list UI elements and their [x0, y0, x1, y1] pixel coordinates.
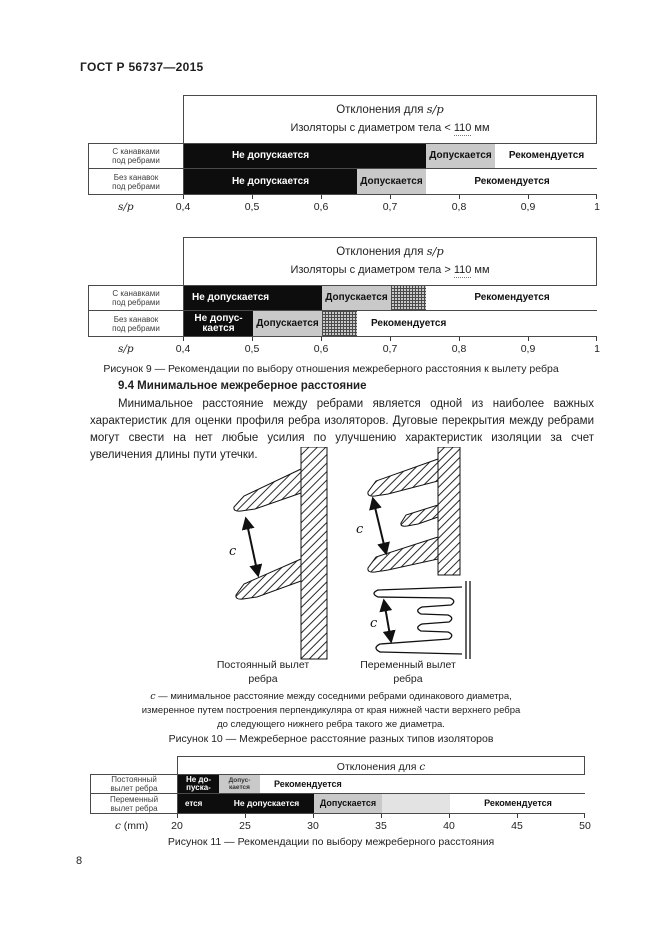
band-row-grooved [89, 286, 596, 311]
chart-title-text: Отклонения для [336, 246, 427, 258]
figure10-left-label-line: Постоянный вылет [216, 659, 310, 671]
cell-label: Рекомендуется [484, 798, 552, 808]
cell-recommended [495, 144, 598, 168]
chart-title-text: Отклонения для [336, 761, 420, 773]
chart-subtitle [184, 264, 596, 276]
row-label-line: Без канавок [113, 172, 159, 182]
tickmark [183, 337, 184, 341]
axis-tick-label: 40 [443, 820, 455, 832]
cell-not-allowed [178, 794, 219, 813]
cell-label: Допускается [319, 798, 377, 808]
figure11-caption: Рисунок 11 — Рекомендации по выбору межреберного расстояния [167, 836, 495, 848]
dimension-label-c: c [229, 544, 237, 559]
chart-subtitle [184, 122, 596, 134]
chart-header [183, 237, 597, 286]
page-number: 8 [76, 855, 83, 867]
tickmark [245, 814, 246, 818]
chart-rows [88, 285, 597, 337]
figure10-right-label-line: ребра [393, 673, 423, 685]
row-label-line: вылет ребра [110, 803, 158, 813]
row-label [91, 794, 178, 813]
axis-label-variable: c [115, 820, 121, 832]
row-label-line: под ребрами [112, 323, 160, 333]
axis-tick-label: 0,8 [451, 201, 467, 213]
row-label [91, 775, 178, 793]
axis-tick-label: 0,8 [451, 343, 467, 355]
figure10-left-label-line: ребра [248, 673, 278, 685]
figure10-caption: Рисунок 10 — Межреберное расстояние разных типов изоляторов [168, 733, 494, 745]
band-row-ungrooved [89, 311, 596, 336]
variable-shed-drawing-hatched [356, 447, 460, 575]
axis-tick-label: 25 [239, 820, 251, 832]
row-label-line: вылет ребра [110, 784, 158, 793]
figure9-chart-small-diameter [88, 95, 600, 214]
tickmark [596, 195, 597, 199]
variable-shed-drawing-outline [370, 581, 470, 659]
cell-label: Рекомендуется [371, 317, 447, 329]
cell-label: Не допускается [231, 150, 310, 161]
note-variable: c [150, 691, 156, 702]
cell-label: Рекомендуется [474, 292, 550, 303]
chart-rows [90, 774, 585, 814]
note-text: — минимальное расстояние между соседними ребрами одинакового диаметра, [155, 691, 512, 702]
cell-transition-hatch [322, 311, 357, 336]
axis-tick-label: 0,9 [520, 201, 536, 213]
figure10-note [0, 690, 662, 732]
axis-label [115, 820, 148, 832]
axis-tick-label: 0,7 [382, 201, 398, 213]
standard-reference: ГОСТ Р 56737—2015 [80, 60, 204, 74]
cell-not-allowed [184, 286, 322, 310]
tickmark [596, 337, 597, 341]
tickmark [313, 814, 314, 818]
axis-tick-label: 0,6 [313, 201, 329, 213]
row-label [89, 144, 184, 168]
axis-label: s/p [118, 201, 134, 213]
chart-title [184, 244, 596, 258]
tickmark [390, 195, 391, 199]
chart-subtitle-number: 110 [453, 264, 472, 276]
chart-subtitle-unit: мм [471, 264, 490, 276]
chart-rows [88, 143, 597, 195]
row-label-line: под ребрами [112, 156, 160, 165]
cell-transition-hatch [391, 286, 426, 310]
x-axis [115, 819, 591, 833]
tickmark [177, 814, 178, 818]
tickmark [584, 814, 585, 818]
cell-allowed [357, 169, 426, 194]
cell-not-allowed [178, 775, 219, 793]
cell-recommended [426, 286, 598, 310]
note-line: до следующего нижнего ребра такого же диаметра. [217, 719, 445, 730]
section-heading: 9.4 Минимальное межреберное расстояние [118, 380, 367, 392]
cell-label: Рекомендуется [274, 778, 342, 789]
axis-tick-label: 20 [171, 820, 183, 832]
cell-not-allowed [184, 169, 357, 194]
chart-header [177, 756, 585, 775]
x-axis [118, 200, 600, 214]
cell-not-allowed [219, 794, 314, 813]
cell-label [229, 777, 251, 791]
cell-label-line: Не допус- [194, 312, 243, 324]
tickmark [252, 337, 253, 341]
row-label [89, 311, 184, 336]
band-row-variable-shed [91, 794, 584, 813]
dimension-arrow [373, 499, 386, 553]
cell-allowed [253, 311, 322, 336]
axis-tick-label: 1 [594, 343, 600, 355]
axis-tick-label: 30 [307, 820, 319, 832]
row-label-line: С канавками [112, 147, 160, 156]
row-label-line: под ребрами [112, 181, 160, 191]
tickmark [390, 337, 391, 341]
figure9-chart-large-diameter [88, 237, 600, 356]
figure9-caption: Рисунок 9 — Рекомендации по выбору отношения межреберного расстояния к вылету ребра [103, 363, 559, 375]
x-axis [118, 342, 600, 356]
axis-tick-label: 0,5 [244, 201, 260, 213]
tickmark [528, 195, 529, 199]
figure10-right-label [333, 658, 483, 686]
dimension-label-c: c [356, 522, 364, 537]
band-row-grooved [89, 144, 596, 169]
note-line [0, 690, 662, 704]
cell-recommended [260, 775, 586, 793]
chart-subtitle-number: 110 [453, 122, 472, 134]
cell-not-allowed [184, 144, 426, 168]
axis-tick-label: 50 [579, 820, 591, 832]
axis-label: s/p [118, 343, 134, 355]
band-cells [184, 311, 596, 336]
chart-title [337, 761, 425, 773]
chart-subtitle-unit: мм [471, 122, 490, 134]
cell-label [194, 314, 242, 334]
chart-title-text: Отклонения для [336, 104, 427, 116]
cell-recommended [450, 794, 586, 813]
axis-tick-label: 45 [511, 820, 523, 832]
note-line: измеренное путем построения перпендикуляра от края нижней части верхнего ребра [141, 705, 521, 716]
cell-allowed [322, 286, 391, 310]
band-cells [178, 775, 584, 793]
row-label-line: Без канавок [113, 314, 159, 324]
cell-label: Рекомендуется [474, 175, 550, 187]
chart-subtitle-text: Изоляторы с диаметром тела < [290, 122, 454, 134]
cell-label: Не допускается [233, 798, 300, 808]
cell-recommended [426, 169, 598, 194]
figure11-chart-spacing [90, 756, 591, 833]
chart-title-variable: c [419, 761, 426, 773]
band-row-constant-shed [91, 775, 584, 794]
cell-allowed [426, 144, 495, 168]
tickmark [449, 814, 450, 818]
dimension-arrow [384, 601, 391, 641]
row-label-line: С канавками [112, 289, 160, 298]
constant-shed-drawing [229, 447, 327, 659]
band-cells [184, 169, 596, 194]
axis-tick-label: 0,4 [175, 343, 191, 355]
axis-tick-label: 0,9 [520, 343, 536, 355]
dimension-arrow [246, 519, 258, 575]
axis-tick-label: 35 [375, 820, 387, 832]
dimension-label-c: c [370, 616, 378, 631]
cell-label: Не допускается [192, 292, 270, 303]
cell-label: Допускается [256, 317, 319, 329]
figure10-left-label [188, 658, 338, 686]
row-label-line: Переменный [109, 794, 159, 804]
cell-label-line: Допус- [228, 777, 251, 784]
row-label [89, 286, 184, 310]
cell-not-allowed [184, 311, 253, 336]
tickmark [528, 337, 529, 341]
tickmark [459, 195, 460, 199]
tickmark [252, 195, 253, 199]
cell-label: Допускается [325, 292, 388, 303]
cell-allowed [314, 794, 382, 813]
cell-allowed-light [382, 794, 450, 813]
tickmark [183, 195, 184, 199]
row-label-line: под ребрами [112, 298, 160, 307]
tickmark [517, 814, 518, 818]
cell-label [186, 776, 211, 792]
body-paragraph: Минимальное расстояние между ребрами является одной из наиболее важных характеристик для оценки профиля ребра изоляторов. Дуговые перекрытия между ребрами могут свести на нет любые усилия по улучшению характеристик изоляции за счет увеличения длины пути утечки. [90, 398, 594, 461]
axis-tick-label: 1 [594, 201, 600, 213]
band-cells [184, 144, 596, 168]
cell-label-line: Не до- [185, 775, 212, 784]
chart-title-variable: s/p [426, 244, 444, 258]
cell-label: ется [185, 799, 203, 808]
tickmark [381, 814, 382, 818]
cell-label-line: пуска- [186, 783, 211, 792]
cell-allowed [219, 775, 260, 793]
axis-tick-label: 0,4 [175, 201, 191, 213]
cell-label: Не допускается [231, 175, 310, 187]
chart-header [183, 95, 597, 144]
cell-label: Допускается [429, 150, 492, 161]
cell-label-line: кается [202, 322, 235, 334]
row-label [89, 169, 184, 194]
figure10-drawings [198, 447, 478, 662]
axis-label-unit: (mm) [120, 820, 149, 832]
chart-title-variable: s/p [426, 102, 444, 116]
chart-title [184, 102, 596, 116]
axis-tick-label: 0,5 [244, 343, 260, 355]
cell-label: Рекомендуется [508, 150, 585, 161]
row-label-line: Постоянный [111, 775, 157, 784]
chart-subtitle-text: Изоляторы с диаметром тела > [290, 264, 454, 276]
tickmark [459, 337, 460, 341]
band-row-ungrooved [89, 169, 596, 194]
axis-tick-label: 0,7 [382, 343, 398, 355]
tickmark [321, 337, 322, 341]
figure10-right-label-line: Переменный вылет [360, 659, 456, 671]
tickmark [321, 195, 322, 199]
cell-recommended [357, 311, 598, 336]
cell-label: Допускается [360, 175, 423, 187]
band-cells [178, 794, 584, 813]
cell-label-line: кается [229, 784, 250, 791]
axis-tick-label: 0,6 [313, 343, 329, 355]
band-cells [184, 286, 596, 310]
